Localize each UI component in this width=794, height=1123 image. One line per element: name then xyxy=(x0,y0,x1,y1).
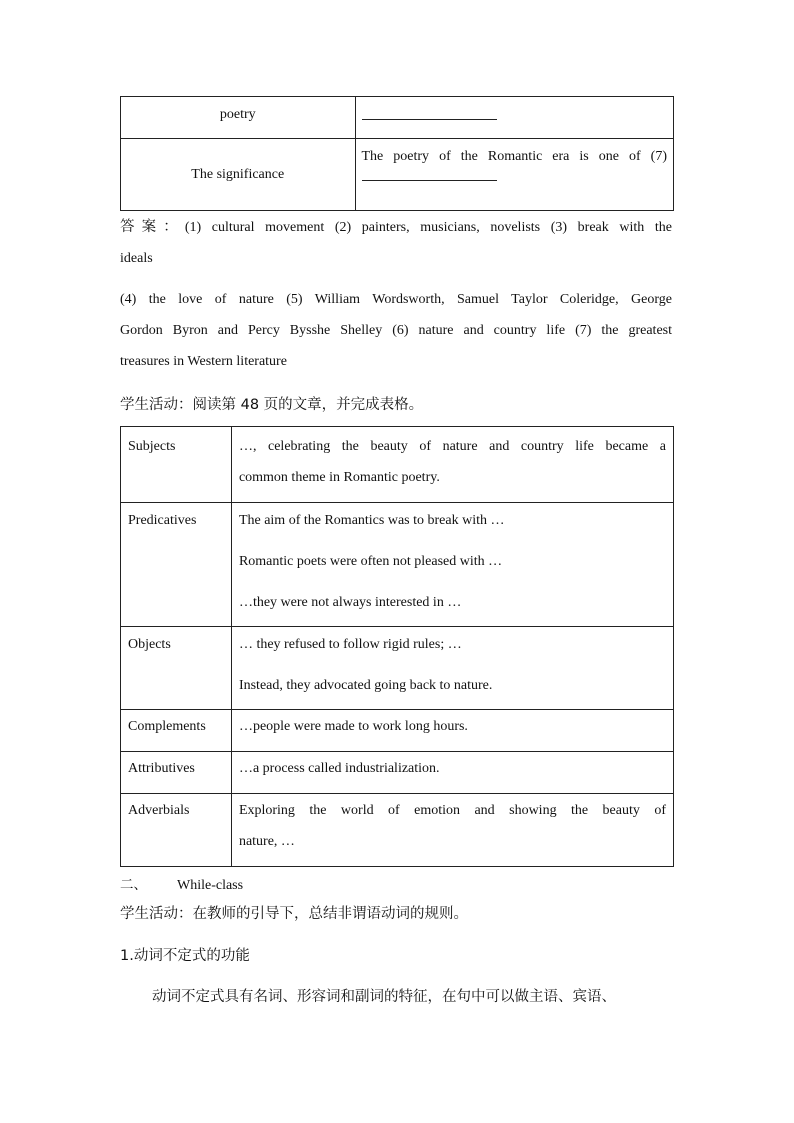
table-cell-label xyxy=(121,710,232,752)
section-number: 二、 xyxy=(120,877,147,893)
answer-block xyxy=(120,212,672,377)
answer-line: ideals xyxy=(120,251,153,266)
row-label: poetry xyxy=(219,107,256,122)
row-label: Attributives xyxy=(128,761,195,776)
cell-text: … they refused to follow rigid rules; … xyxy=(238,637,462,652)
answer-prefix: 答案： xyxy=(120,219,185,235)
table-row xyxy=(121,427,674,503)
subheading: 1.动词不定式的功能 xyxy=(120,948,250,964)
table-row xyxy=(121,139,674,211)
cell-text: …people were made to work long hours. xyxy=(238,719,468,734)
table-cell-label xyxy=(121,503,232,627)
row-label: Complements xyxy=(128,719,206,734)
cell-text: The aim of the Romantics was to break with … xyxy=(238,513,505,528)
table-row xyxy=(121,794,674,867)
table-row xyxy=(121,710,674,752)
section-heading xyxy=(120,874,243,896)
row-label: Objects xyxy=(128,637,171,652)
answer-line: (1) cultural movement (2) painters, musicians, novelists (3) break with the xyxy=(184,220,672,235)
cell-text: The poetry of the Romantic era is one of (7) xyxy=(361,149,667,164)
answer-blank xyxy=(362,119,497,120)
answer-blank xyxy=(362,180,497,181)
table-cell-label xyxy=(121,97,356,139)
cell-text: Instead, they advocated going back to nature. xyxy=(238,678,493,693)
body-paragraph: 动词不定式具有名词、形容词和副词的特征，在句中可以做主语、宾语、 xyxy=(152,989,616,1005)
cell-text: Romantic poets were often not pleased with … xyxy=(238,554,503,569)
row-label: Predicatives xyxy=(128,513,197,528)
row-label: The significance xyxy=(191,167,285,182)
table-cell-content xyxy=(231,427,673,503)
table-cell-label xyxy=(121,427,232,503)
row-label: Subjects xyxy=(128,439,176,454)
table-cell-label xyxy=(121,627,232,710)
activity-instruction: 学生活动：在教师的引导下，总结非谓语动词的规则。 xyxy=(120,906,468,922)
activity-instruction: 学生活动：阅读第 48 页的文章，并完成表格。 xyxy=(120,397,424,413)
cell-text: …, celebrating the beauty of nature and country life became a xyxy=(238,439,666,454)
section-title: While-class xyxy=(177,878,244,893)
table-cell-content xyxy=(355,97,674,139)
table-row xyxy=(121,627,674,710)
table-cell-content xyxy=(231,503,673,627)
table-row xyxy=(121,97,674,139)
table-cell-content xyxy=(231,710,673,752)
table-cell-label xyxy=(121,139,356,211)
grammar-table xyxy=(120,426,674,867)
cell-text: …a process called industrialization. xyxy=(238,761,440,776)
row-label: Adverbials xyxy=(128,803,190,818)
cell-text: common theme in Romantic poetry. xyxy=(238,470,440,485)
cell-text: nature, … xyxy=(238,834,295,849)
table-cell-label xyxy=(121,794,232,867)
top-table xyxy=(120,96,674,211)
answer-line: Gordon Byron and Percy Bysshe Shelley (6) nature and country life (7) the greatest xyxy=(120,323,672,338)
cell-text: Exploring the world of emotion and showing the beauty of xyxy=(238,803,666,818)
table-row xyxy=(121,752,674,794)
table-cell-content xyxy=(231,627,673,710)
table-cell-label xyxy=(121,752,232,794)
cell-text: …they were not always interested in … xyxy=(238,595,462,610)
table-cell-content xyxy=(355,139,674,211)
table-cell-content xyxy=(231,752,673,794)
answer-line: treasures in Western literature xyxy=(120,354,287,369)
table-row xyxy=(121,503,674,627)
answer-line: (4) the love of nature (5) William Wordsworth, Samuel Taylor Coleridge, George xyxy=(120,292,672,307)
table-cell-content xyxy=(231,794,673,867)
